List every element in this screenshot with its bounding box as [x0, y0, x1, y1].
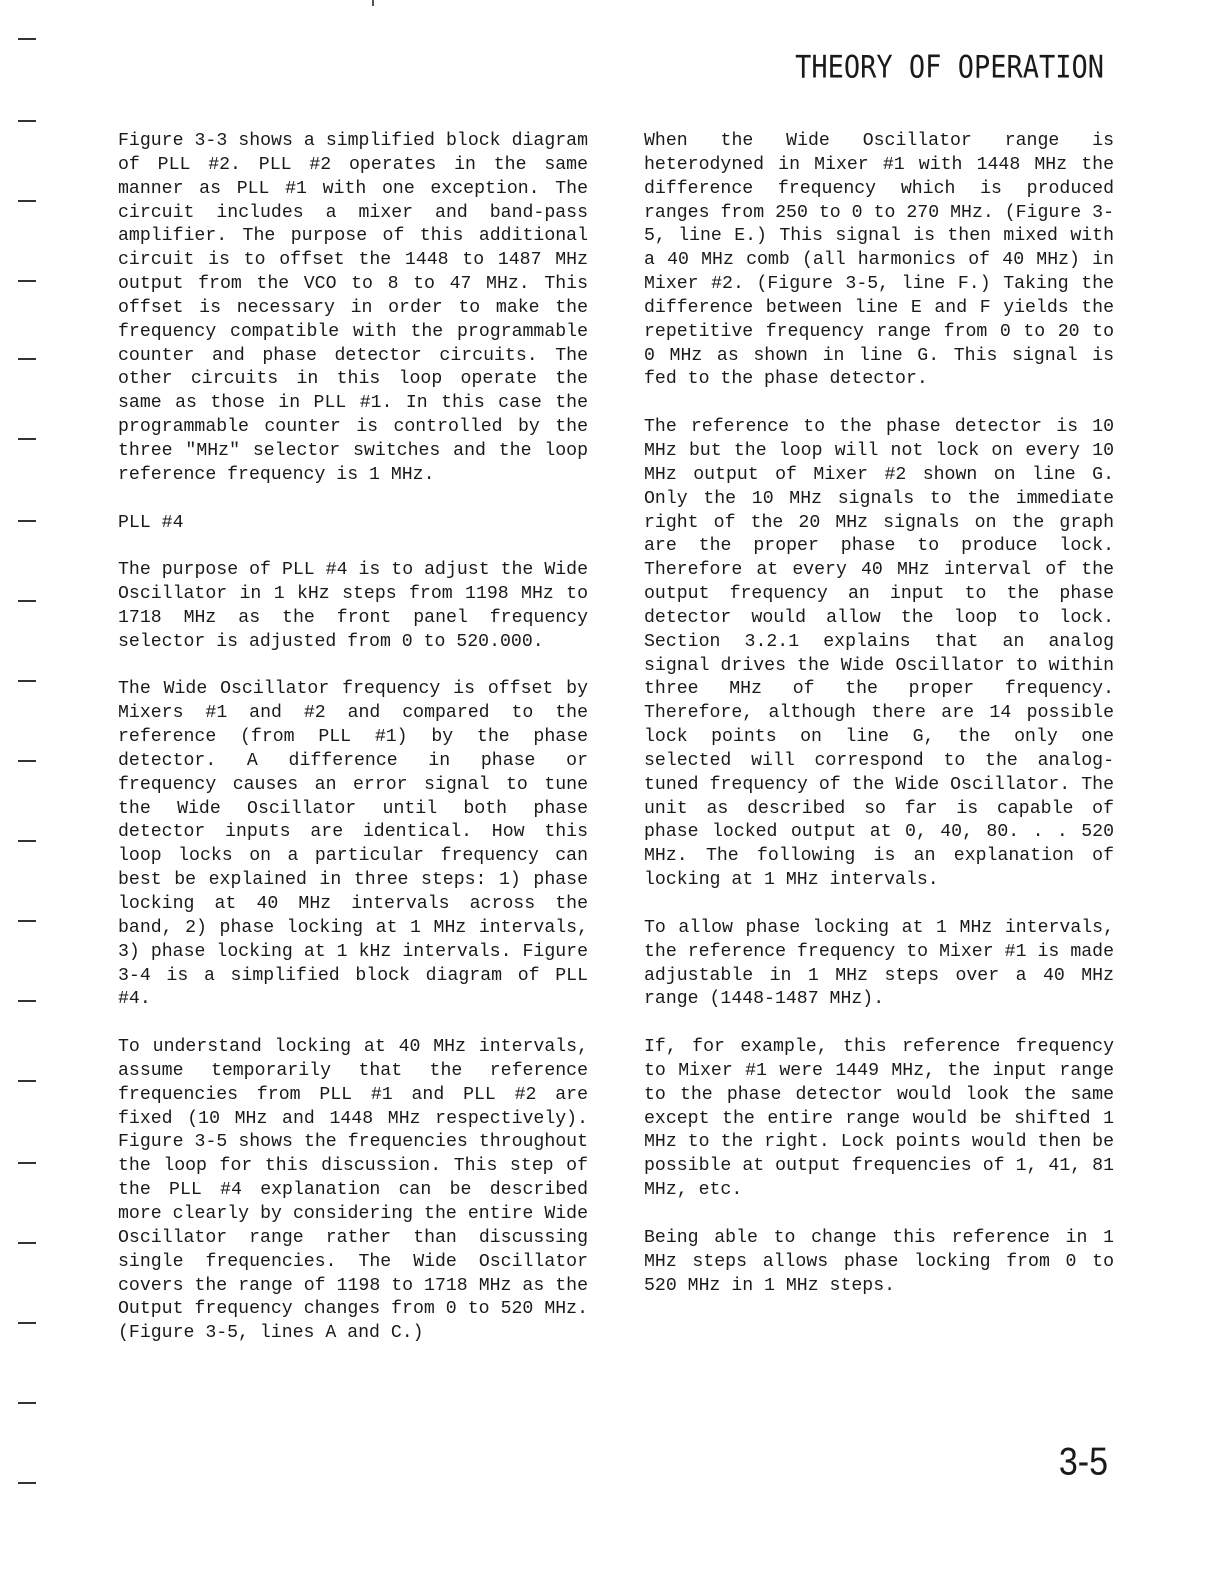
section-header: THEORY OF OPERATION — [795, 50, 1104, 86]
margin-mark — [18, 280, 36, 282]
right-column — [644, 130, 1114, 1322]
scan-speck — [372, 0, 374, 6]
margin-mark — [18, 1402, 36, 1404]
paragraph: When the Wide Oscillator range is heterodyned in Mixer #1 with 1448 MHz the difference frequency which is produced ranges from 250 to 0 to 270 MHz. (Figure 3-5, line E.) This signal is then mixed with a 40 MHz comb (all harmonics of 40 MHz) in Mixer #2. (Figure 3-5, line F.) Taking the difference between line E and F yields the repetitive frequency range from 0 to 20 to 0 MHz as shown in line G. This signal is fed to the phase detector. — [644, 131, 1114, 390]
paragraph: Being able to change this reference in 1 MHz steps allows phase locking from 0 to 520 MHz in 1 MHz steps. — [644, 1227, 1114, 1296]
paragraph: The purpose of PLL #4 is to adjust the Wide Oscillator in 1 kHz steps from 1198 MHz to 1718 MHz as the front panel frequency selector is adjusted from 0 to 520.000. — [118, 560, 588, 652]
margin-mark — [18, 1322, 36, 1324]
paragraph: To understand locking at 40 MHz intervals, assume temporarily that the reference frequencies from PLL #1 and PLL #2 are fixed (10 MHz and 1448 MHz respectively). Figure 3-5 shows the frequencies throughout the loop for this discussion. This step of the PLL #4 explanation can be described more clearly by considering the entire Wide Oscillator range rather than discussing single frequencies. The Wide Oscillator covers the range of 1198 to 1718 MHz as the Output frequency changes from 0 to 520 MHz. (Figure 3-5, lines A and C.) — [118, 1037, 588, 1344]
margin-mark — [18, 1080, 36, 1082]
margin-mark — [18, 120, 36, 122]
margin-mark — [18, 38, 36, 40]
margin-mark — [18, 200, 36, 202]
left-column — [118, 130, 588, 1370]
margin-mark — [18, 840, 36, 842]
paragraph: The Wide Oscillator frequency is offset by Mixers #1 and #2 and compared to the reference (from PLL #1) by the phase detector. A difference in phase or frequency causes an error signal to tune the Wide Oscillator until both phase detector inputs are identical. How this loop locks on a particular frequency can best be explained in three steps: 1) phase locking at 40 MHz intervals across the band, 2) phase locking at 1 MHz intervals, 3) phase locking at 1 kHz intervals. Figure 3-4 is a simplified block diagram of PLL #4. — [118, 679, 588, 1010]
margin-mark — [18, 1242, 36, 1244]
margin-mark — [18, 920, 36, 922]
margin-mark — [18, 438, 36, 440]
margin-mark — [18, 600, 36, 602]
paragraph: To allow phase locking at 1 MHz intervals, the reference frequency to Mixer #1 is made adjustable in 1 MHz steps over a 40 MHz range (1448-1487 MHz). — [644, 917, 1114, 1010]
margin-mark — [18, 1162, 36, 1164]
subheading: PLL #4 — [118, 512, 184, 533]
margin-mark — [18, 520, 36, 522]
paragraph: The reference to the phase detector is 10 MHz but the loop will not lock on every 10 MHz output of Mixer #2 shown on line G. Only the 10 MHz signals to the immediate right of the 20 MHz signals on the graph are the proper phase to produce lock. Therefore at every 40 MHz interval of the output frequency an input to the phase detector would allow the loop to lock. Section 3.2.1 explains that an analog signal drives the Wide Oscillator to within three MHz of the proper frequency. Therefore, although there are 14 possible lock points on line G, the only one selected will correspond to the analog-tuned frequency of the Wide Oscillator. The unit as described so far is capable of phase locked output at 0, 40, 80. . . 520 MHz. The following is an explanation of locking at 1 MHz intervals. — [644, 417, 1114, 891]
page-number: 3-5 — [1058, 1440, 1108, 1484]
margin-mark — [18, 358, 36, 360]
paragraph: If, for example, this reference frequency to Mixer #1 were 1449 MHz, the input range to the phase detector would look the same except the entire range would be shifted 1 MHz to the right. Lock points would then be possible at output frequencies of 1, 41, 81 MHz, etc. — [644, 1037, 1114, 1201]
margin-mark — [18, 1482, 36, 1484]
binding-margin — [0, 0, 60, 1580]
margin-mark — [18, 760, 36, 762]
margin-mark — [18, 1000, 36, 1002]
margin-mark — [18, 680, 36, 682]
paragraph: Figure 3-3 shows a simplified block diagram of PLL #2. PLL #2 operates in the same manner as PLL #1 with one exception. The circuit includes a mixer and band-pass amplifier. The purpose of this additional circuit is to offset the 1448 to 1487 MHz output from the VCO to 8 to 47 MHz. This offset is necessary in order to make the frequency compatible with the programmable counter and phase detector circuits. The other circuits in this loop operate the same as those in PLL #1. In this case the programmable counter is controlled by the three "MHz" selector switches and the loop reference frequency is 1 MHz. — [118, 131, 588, 485]
